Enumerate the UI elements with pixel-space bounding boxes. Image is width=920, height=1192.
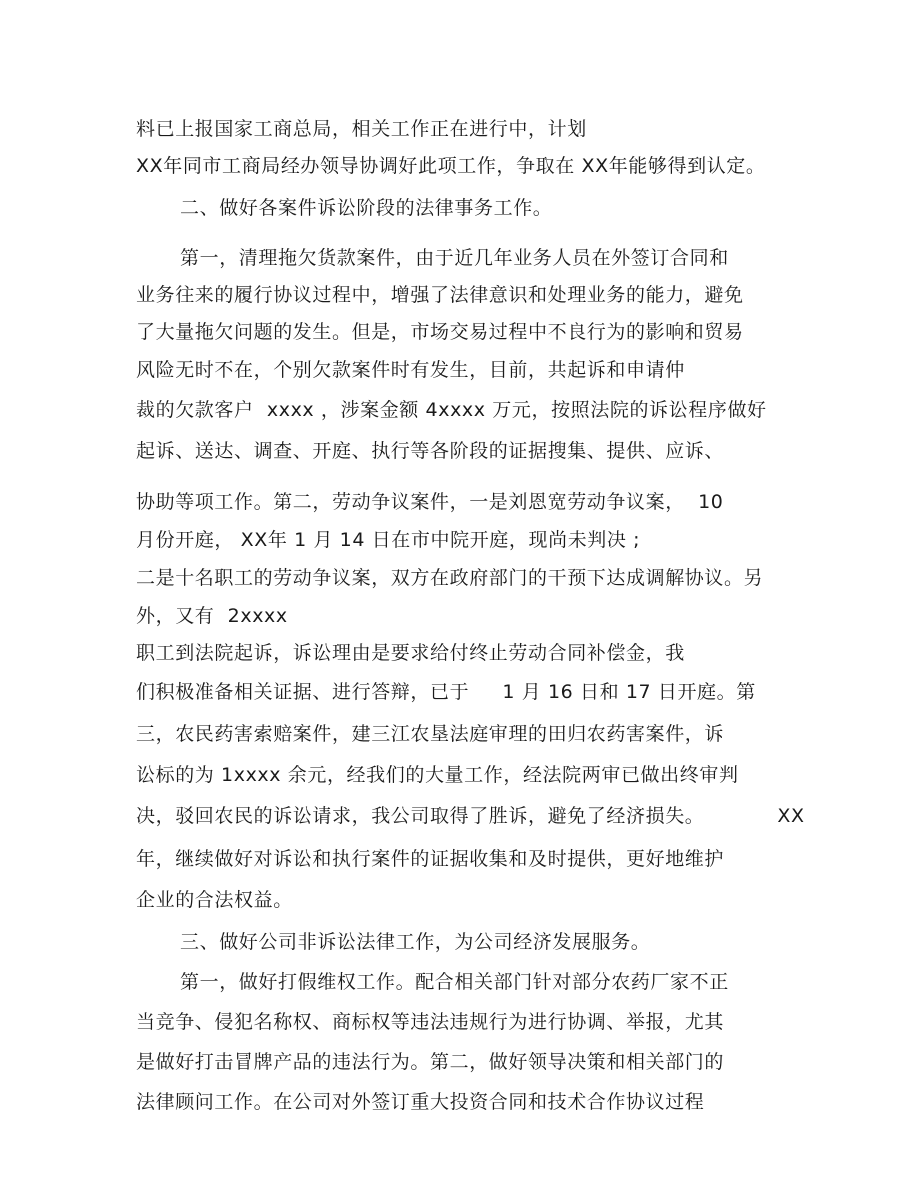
text-line: 协助等项工作。第二，劳动争议案件，一是刘恩宽劳动争议案， 10 xyxy=(136,491,724,513)
text-line: 年，继续做好对诉讼和执行案件的证据收集和及时提供，更好地维护 xyxy=(136,848,725,870)
text-line: 第一，清理拖欠货款案件，由于近几年业务人员在外签订合同和 xyxy=(180,247,729,269)
text-line: 第一，做好打假维权工作。配合相关部门针对部分农药厂家不正 xyxy=(180,971,729,993)
text-line: 起诉、送达、调查、开庭、执行等各阶段的证据搜集、提供、应诉、 xyxy=(136,440,725,462)
text-line: 裁的欠款客户 xxxx ，涉案金额 4xxxx 万元，按照法院的诉讼程序做好 xyxy=(136,399,767,421)
text-line: 当竞争、侵犯名称权、商标权等违法违规行为进行协调、举报，尤其 xyxy=(136,1011,725,1033)
text-line: 三，农民药害索赔案件，建三江农垦法庭审理的田归农药害案件，诉 xyxy=(136,723,725,745)
text-line: 业务往来的履行协议过程中，增强了法律意识和处理业务的能力，避免 xyxy=(136,284,744,306)
text-line: 决，驳回农民的诉讼请求，我公司取得了胜诉，避免了经济损失。 XX xyxy=(136,805,805,827)
section-heading: 二、做好各案件诉讼阶段的法律事务工作。 xyxy=(180,197,553,219)
text-line: 法律顾问工作。在公司对外签订重大投资合同和技术合作协议过程 xyxy=(136,1091,705,1113)
section-heading: 三、做好公司非诉讼法律工作，为公司经济发展服务。 xyxy=(180,931,651,953)
text-line: 料已上报国家工商总局，相关工作正在进行中，计划 xyxy=(136,118,587,140)
text-line: 二是十名职工的劳动争议案，双方在政府部门的干预下达成调解协议。另 xyxy=(136,567,764,589)
text-line: 们积极准备相关证据、进行答辩，已于 1 月 16 日和 17 日开庭。第 xyxy=(136,681,756,703)
text-line: XX年同市工商局经办领导协调好此项工作，争取在 XX年能够得到认定。 xyxy=(136,155,766,177)
text-line: 外，又有 2xxxx xyxy=(136,605,288,627)
text-line: 了大量拖欠问题的发生。但是，市场交易过程中不良行为的影响和贸易 xyxy=(136,321,744,343)
text-line: 企业的合法权益。 xyxy=(136,889,293,911)
text-line: 风险无时不在，个别欠款案件时有发生，目前，共起诉和申请仲 xyxy=(136,359,685,381)
text-line: 职工到法院起诉，诉讼理由是要求给付终止劳动合同补偿金，我 xyxy=(136,642,685,664)
text-line: 讼标的为 1xxxx 余元，经我们的大量工作，经法院两审已做出终审判 xyxy=(136,764,739,786)
text-line: 是做好打击冒牌产品的违法行为。第二，做好领导决策和相关部门的 xyxy=(136,1051,725,1073)
text-line: 月份开庭， XX年 1 月 14 日在市中院开庭，现尚未判决 ; xyxy=(136,529,641,551)
